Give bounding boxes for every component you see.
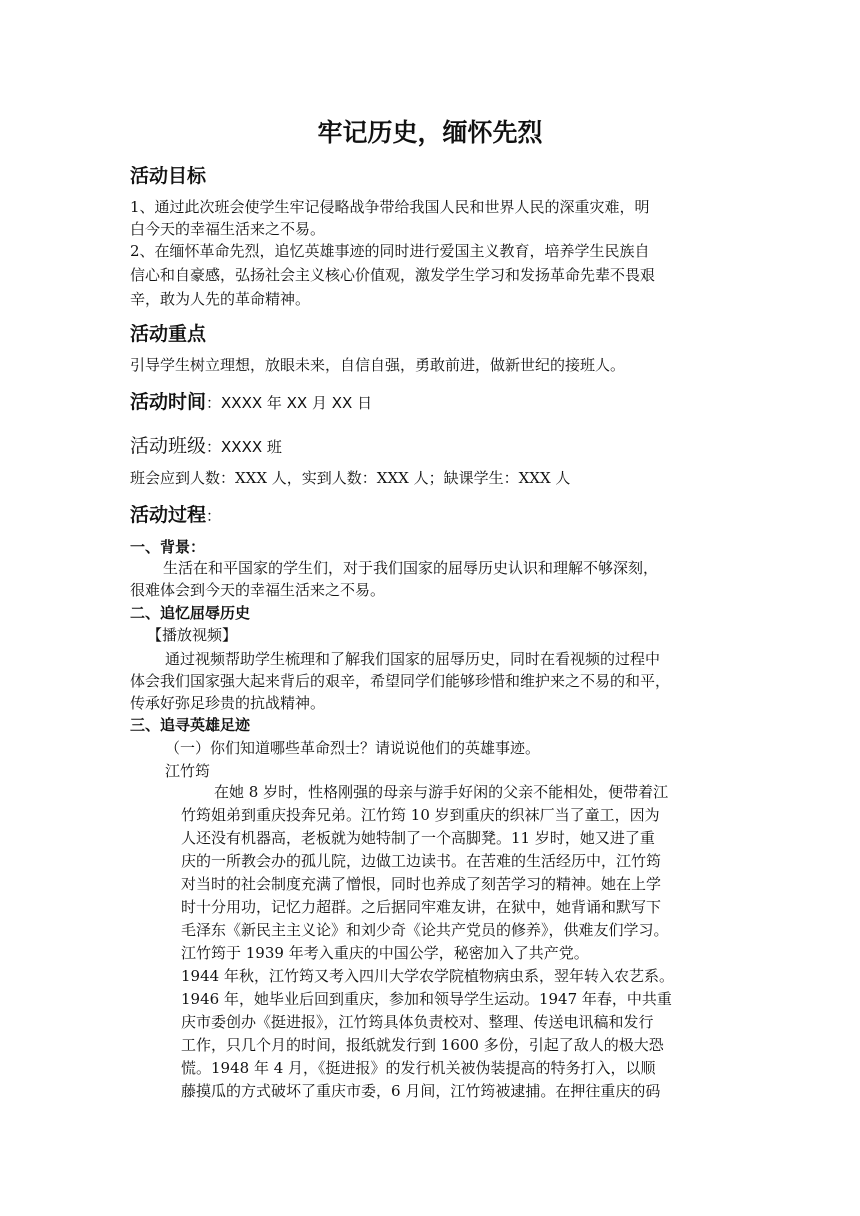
class-value: ：XXXX 班 [206, 438, 282, 456]
objective-item2-line3: 辛，敢为人先的革命精神。 [130, 290, 311, 308]
hero-para1-line6: 时十分用功，记忆力超群。之后据同牢难友讲，在狱中，她背诵和默写下 [181, 898, 662, 916]
video-label: 【播放视频】 [147, 626, 238, 644]
class-heading: 活动班级 [130, 435, 207, 457]
hero-para2-line2: 1946 年，她毕业后回到重庆，参加和领导学生运动。1947 年春，中共重 [181, 990, 672, 1008]
time-heading: 活动时间 [130, 391, 207, 413]
focus-text: 引导学生树立理想，放眼未来，自信自强，勇敢前进，做新世纪的接班人。 [130, 356, 626, 374]
objective-item1-line2: 白今天的幸福生活来之不易。 [130, 220, 326, 238]
hero-para2-line3: 庆市委创办《挺进报》，江竹筠具体负责校对、整理、传送电讯稿和发行 [181, 1013, 654, 1031]
process-row [130, 500, 221, 527]
process-suffix: ： [206, 507, 222, 525]
time-value: ：XXXX 年 XX 月 XX 日 [206, 394, 373, 412]
history-line2: 体会我们国家强大起来背后的艰辛，希望同学们能够珍惜和维护来之不易的和平， [130, 672, 671, 690]
heroes-heading: 三、追寻英雄足迹 [130, 716, 251, 734]
hero-para1-line8: 江竹筠于 1939 年考入重庆的中国公学，秘密加入了共产党。 [181, 944, 589, 962]
hero-para2-line1: 1944 年秋，江竹筠又考入四川大学农学院植物病虫系，翌年转入农艺系。 [181, 967, 674, 985]
objective-item1-line1: 1、通过此次班会使学生牢记侵略战争带给我国人民和世界人民的深重灾难，明 [130, 198, 650, 216]
time-row [130, 387, 372, 414]
heroes-question: （一）你们知道哪些革命烈士？请说说他们的英雄事迹。 [165, 739, 541, 757]
background-heading: 一、背景： [130, 538, 206, 556]
objective-item2-line1: 2、在缅怀革命先烈，追忆英雄事迹的同时进行爱国主义教育，培养学生民族自 [130, 242, 650, 260]
focus-heading: 活动重点 [130, 323, 207, 345]
background-line1: 生活在和平国家的学生们，对于我们国家的屈辱历史认识和理解不够深刻， [163, 559, 659, 577]
hero-para1-line2: 竹筠姐弟到重庆投奔兄弟。江竹筠 10 岁到重庆的织袜厂当了童工，因为 [181, 806, 660, 824]
hero-para2-line6: 藤摸瓜的方式破坏了重庆市委，6 月间，江竹筠被逮捕。在押往重庆的码 [181, 1082, 661, 1100]
history-line1: 通过视频帮助学生梳理和了解我们国家的屈辱历史，同时在看视频的过程中 [165, 650, 661, 668]
history-heading: 二、追忆屈辱历史 [130, 604, 251, 622]
hero-name: 江竹筠 [165, 762, 211, 780]
document-title: 牢记历史，缅怀先烈 [317, 118, 543, 147]
hero-para1-line4: 庆的一所教会办的孤儿院，边做工边读书。在苦难的生活经历中，江竹筠 [181, 852, 662, 870]
hero-para1-line7: 毛泽东《新民主主义论》和刘少奇《论共产党员的修养》，供难友们学习。 [181, 921, 669, 939]
objective-heading: 活动目标 [130, 165, 207, 187]
history-line3: 传承好弥足珍贵的抗战精神。 [130, 694, 326, 712]
hero-para1-line5: 对当时的社会制度充满了憎恨，同时也养成了刻苦学习的精神。她在上学 [181, 875, 662, 893]
hero-para2-line4: 工作，只几个月的时间，报纸就发行到 1600 多份，引起了敌人的极大恐 [181, 1036, 664, 1054]
hero-para1-line1: 在她 8 岁时，性格刚强的母亲与游手好闲的父亲不能相处，便带着江 [214, 783, 669, 801]
hero-para1-line3: 人还没有机器高，老板就为她特制了一个高脚凳。11 岁时，她又进了重 [181, 829, 655, 847]
objective-item2-line2: 信心和自豪感，弘扬社会主义核心价值观，激发学生学习和发扬革命先辈不畏艰 [130, 266, 656, 284]
process-heading: 活动过程 [130, 504, 207, 526]
attendance-text: 班会应到人数：XXX 人，实到人数：XXX 人；缺课学生：XXX 人 [130, 469, 571, 487]
hero-para2-line5: 慌。1948 年 4 月，《挺进报》的发行机关被伪装提高的特务打入，以顺 [181, 1059, 656, 1077]
background-line2: 很难体会到今天的幸福生活来之不易。 [130, 581, 386, 599]
class-row [130, 431, 282, 458]
